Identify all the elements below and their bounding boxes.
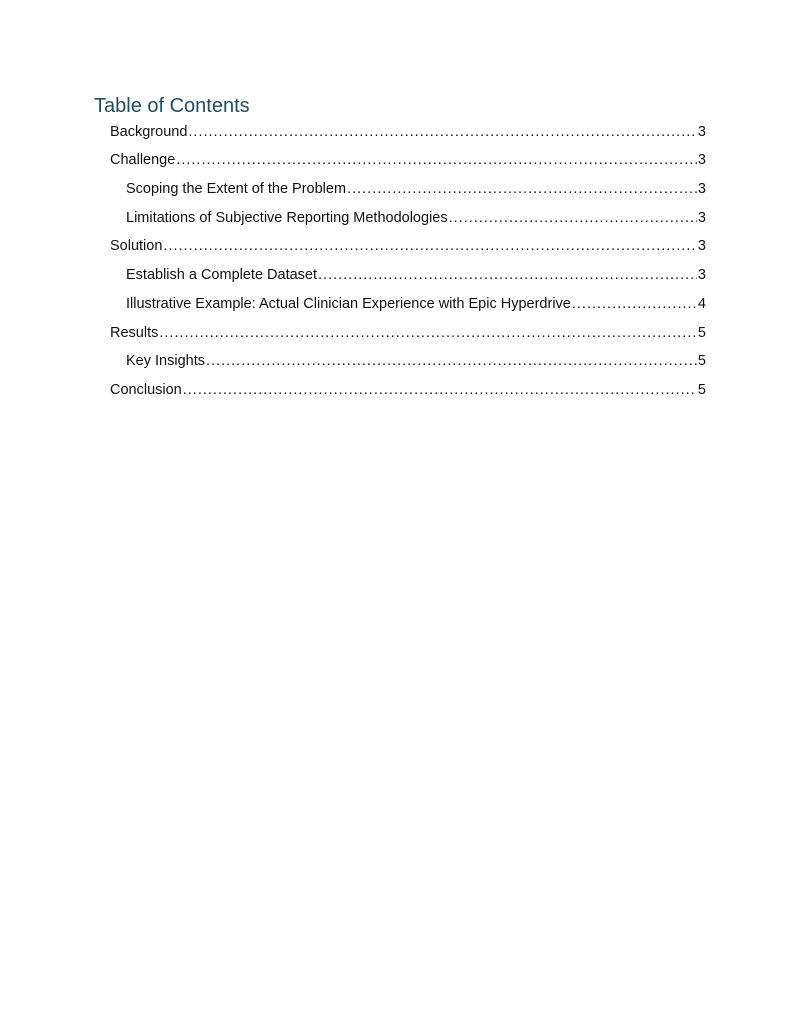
- toc-entry-label: Key Insights: [126, 353, 205, 370]
- dot-leader: [188, 123, 697, 141]
- toc-page-number: 3: [697, 267, 706, 284]
- dot-leader: [176, 151, 697, 169]
- toc-entry-label: Scoping the Extent of the Problem: [126, 181, 347, 198]
- toc-entry-challenge[interactable]: [0, 146, 706, 175]
- dot-leader: [318, 266, 697, 284]
- toc-entry-label: Conclusion: [110, 381, 182, 398]
- toc-entry-establish-dataset[interactable]: [0, 260, 706, 289]
- toc-entry-key-insights[interactable]: [0, 347, 706, 376]
- toc-entry-results[interactable]: [0, 318, 706, 347]
- dot-leader: [163, 237, 697, 255]
- dot-leader: [347, 180, 697, 198]
- toc-page-number: 5: [697, 381, 706, 398]
- toc-entry-label: Solution: [110, 238, 163, 255]
- toc-page-number: 3: [697, 181, 706, 198]
- toc-page-number: 3: [697, 152, 706, 169]
- toc-entry-label: Establish a Complete Dataset: [126, 267, 318, 284]
- toc-entry-limitations[interactable]: [0, 203, 706, 232]
- toc-entry-background[interactable]: [0, 117, 706, 146]
- toc-page-number: 3: [697, 238, 706, 255]
- toc-list: [0, 117, 800, 404]
- dot-leader: [159, 324, 697, 342]
- toc-entry-label: Results: [110, 324, 159, 341]
- dot-leader: [183, 381, 697, 399]
- toc-entry-label: Limitations of Subjective Reporting Methodologies: [126, 209, 448, 226]
- toc-entry-illustrative-example[interactable]: [0, 289, 706, 318]
- toc-page-number: 5: [697, 353, 706, 370]
- toc-entry-label: Illustrative Example: Actual Clinician Experience with Epic Hyperdrive: [126, 295, 571, 312]
- toc-entry-solution[interactable]: [0, 232, 706, 261]
- toc-page-number: 3: [697, 123, 706, 140]
- toc-page-number: 4: [697, 295, 706, 312]
- dot-leader: [572, 295, 697, 313]
- toc-page-number: 5: [697, 324, 706, 341]
- dot-leader: [206, 352, 697, 370]
- toc-entry-label: Challenge: [110, 152, 176, 169]
- toc-entry-conclusion[interactable]: [0, 375, 706, 404]
- dot-leader: [449, 209, 697, 227]
- toc-heading: Table of Contents: [94, 95, 250, 117]
- toc-entry-scoping-the-extent[interactable]: [0, 174, 706, 203]
- toc-page-number: 3: [697, 209, 706, 226]
- toc-entry-label: Background: [110, 123, 188, 140]
